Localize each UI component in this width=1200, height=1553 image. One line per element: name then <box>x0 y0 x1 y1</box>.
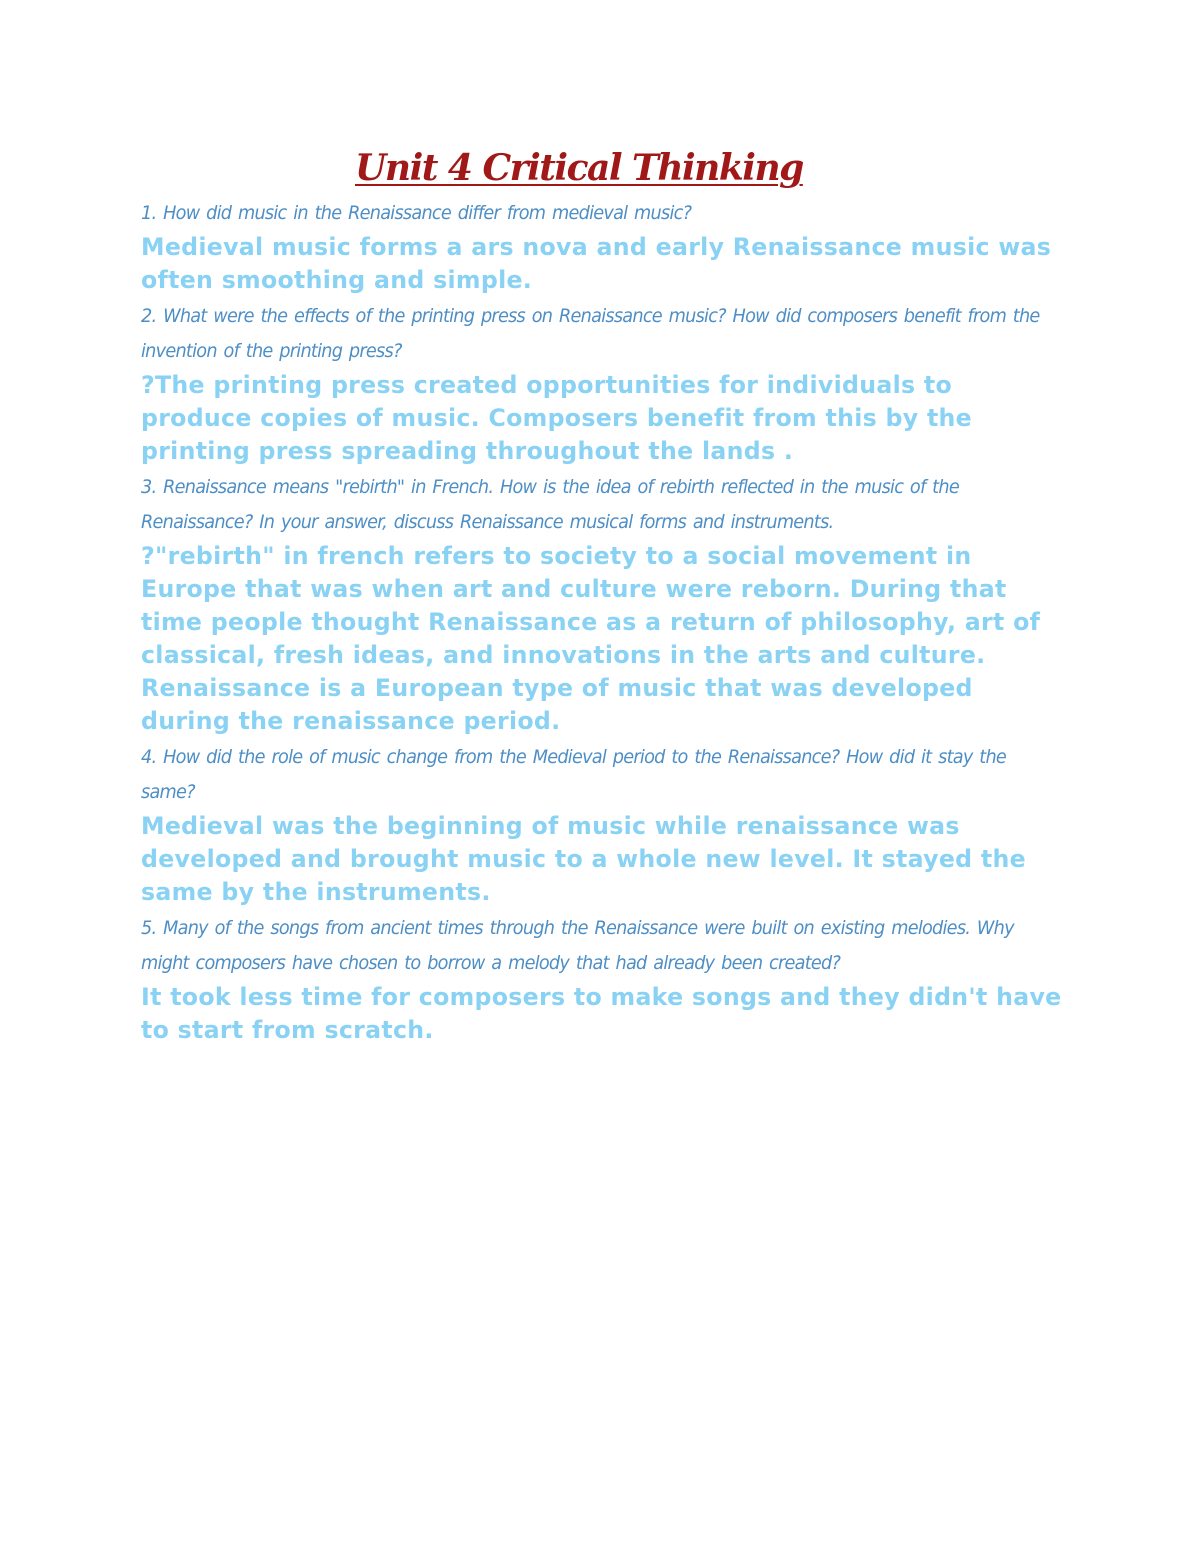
question-5: 5. Many of the songs from ancient times through the Renaissance were built on existing melodies. Why might composers have chosen to borrow a melody that had already been created? <box>141 917 1014 974</box>
question-3: 3. Renaissance means "rebirth" in French. How is the idea of rebirth reflected in the music of the Renaissance? In your answer, discuss Renaissance musical forms and instruments. <box>141 476 959 533</box>
answer-5: It took less time for composers to make songs and they didn't have to start from scratch. <box>141 983 1062 1044</box>
question-list <box>141 196 1066 1049</box>
question-2: 2. What were the effects of the printing press on Renaissance music? How did composers benefit from the invention of the printing press? <box>141 305 1040 362</box>
answer-4: Medieval was the beginning of music while renaissance was developed and brought music to a whole new level. It stayed the same by the instruments. <box>141 812 1026 906</box>
answer-3: ?"rebirth" in french refers to society to a social movement in Europe that was when art and culture were reborn. During that time people thought Renaissance as a return of philosophy, art of classical, fresh ideas, and innovations in the arts and culture. Renaissance is a European type of music that was developed during the renaissance period. <box>141 542 1041 735</box>
question-4: 4. How did the role of music change from the Medieval period to the Renaissance? How did it stay the same? <box>141 746 1007 803</box>
question-1: 1. How did music in the Renaissance differ from medieval music? <box>141 202 692 224</box>
document-title: Unit 4 Critical Thinking <box>355 147 803 189</box>
answer-2: ?The printing press created opportunities for individuals to produce copies of music. Composers benefit from this by the printing press spreading throughout the lands . <box>141 371 973 465</box>
answer-1: Medieval music forms a ars nova and early Renaissance music was often smoothing and simple. <box>141 233 1052 294</box>
